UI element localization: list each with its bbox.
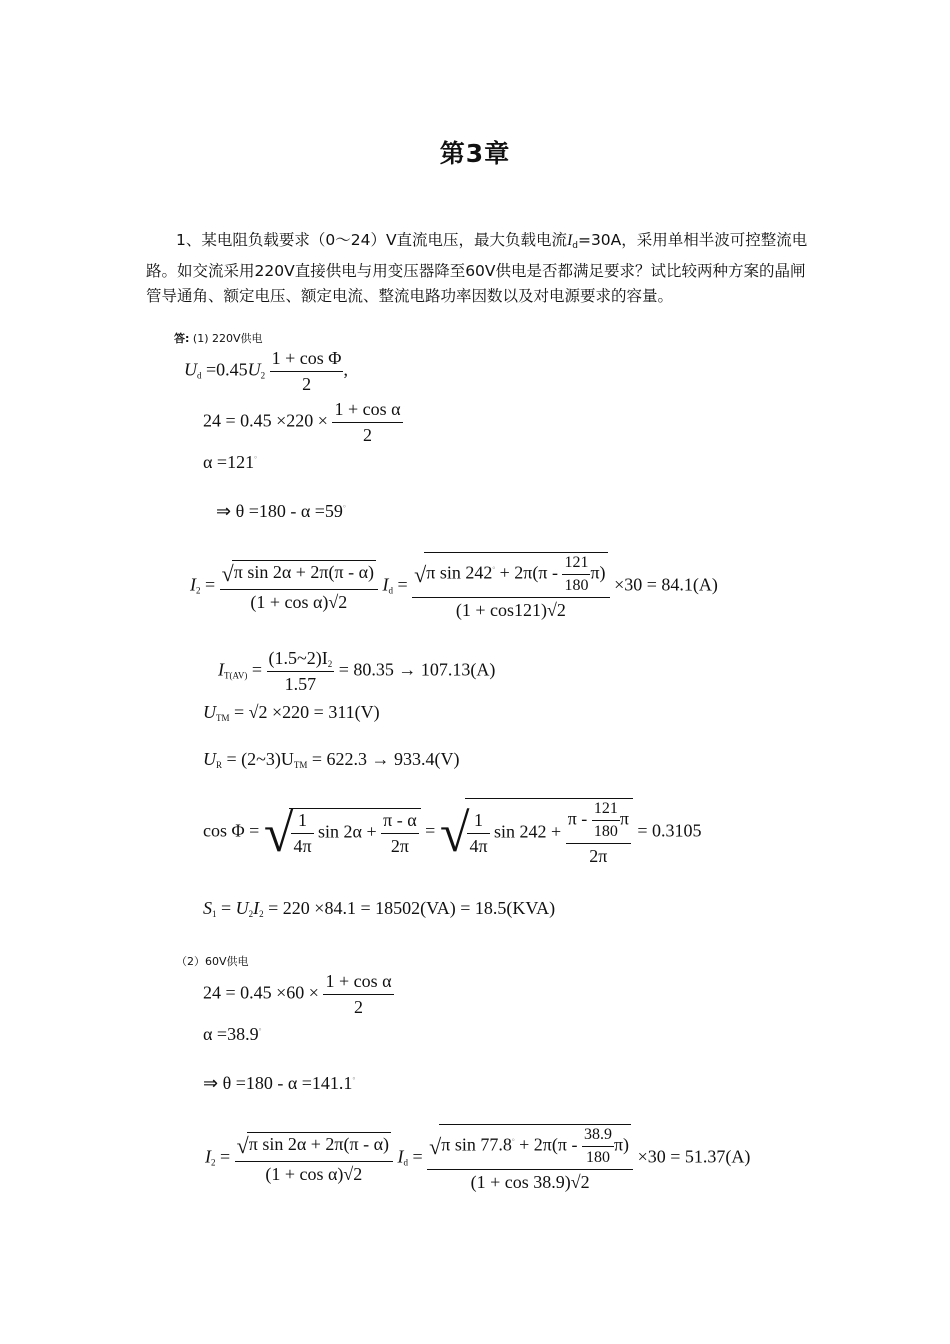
answer-heading-1 bbox=[174, 330, 263, 346]
i2-general-num: π sin 2α + 2π(π - α) bbox=[233, 562, 374, 583]
eq-s1: $S_1 = U_2I_2 = 220 \times 84.1 = 18502(VA) = 18.5(KVA)$ bbox=[203, 898, 556, 919]
it-fraction: $\frac{(1.5\sim 2)I_2}{1.57}$ bbox=[268, 648, 333, 694]
eq-24-60-lhs: 24 = 0.45 ×60 × bbox=[203, 982, 319, 1003]
cos-a-num: 1 bbox=[291, 810, 313, 834]
cos-b-den: 2π bbox=[390, 836, 409, 856]
question-intro: 1、某电阻负载要求（0～24）V直流电压，最大负载电流 bbox=[176, 231, 568, 249]
eq-alpha-2: α =38.9° bbox=[203, 1024, 262, 1044]
cos-result: = 0.3105 bbox=[637, 820, 702, 841]
eq-24-fraction bbox=[332, 399, 402, 446]
cos-a-den: 4π bbox=[293, 836, 312, 856]
current-subscript: d bbox=[572, 241, 578, 251]
cos-lhs: cos Φ = bbox=[203, 820, 260, 841]
eq-24-num: 1 + cos α bbox=[332, 399, 402, 423]
i2-2-num-c: π) bbox=[613, 1134, 630, 1155]
i2-general-den: (1 + cos α)√2 bbox=[250, 591, 348, 612]
i2-numeric-fraction: √π sin 242° + 2π(π - $\frac{121}{180}$ π) (1 + cos121)√2 bbox=[412, 552, 609, 621]
question-text bbox=[146, 228, 810, 309]
eq-ur: $U_R$ = $(2\sim 3)U_{TM} = 622.3 \to 933.4(V)$ bbox=[203, 749, 460, 770]
i2-general-fraction-2: $\frac{\text{√π sin 2α + 2π(π - α)}}{\text{(1 + cos α)√2}}$ bbox=[235, 1132, 393, 1185]
page-title: 第3章 bbox=[439, 139, 511, 168]
current-symbol: I bbox=[567, 232, 573, 249]
i2-2-inner-den: 180 bbox=[585, 1149, 610, 1166]
eq-ud-fraction bbox=[270, 348, 344, 395]
i2-general-num-2: π sin 2α + 2π(π - α) bbox=[248, 1134, 389, 1155]
eq-24-lhs: 24 = 0.45 ×220 × bbox=[203, 410, 328, 431]
cos-a-mid: sin 2α + bbox=[318, 821, 377, 842]
i2-general-fraction: $\frac{\text{√π sin 2α + 2π(π - α)}}{\text{(1 + cos α)√2}}$ bbox=[220, 560, 378, 613]
eq-i2-1: $I_2$ = $\frac{\text{√π sin 2α + 2π(π - α)}}{\text{(1 + cos α)√2}}$ $I_d$ = √π sin 242° + 2π(π - $\frac{121}{180}$ π) (1 + cos121)√2 ×30 = 84.1(A) bbox=[190, 554, 718, 620]
i2-2-inner-num: 38.9 bbox=[582, 1126, 614, 1147]
eq-24-den: 2 bbox=[363, 425, 372, 445]
theta-value-2: ⇒ θ =180 - α =141.1 bbox=[203, 1073, 353, 1093]
part2-heading: （2）60V供电 bbox=[176, 955, 249, 968]
eq-utm: $U_{TM} = √2 \times 220 = 311(V)$ bbox=[203, 702, 380, 723]
i2-num-a: π sin 242 bbox=[426, 562, 493, 583]
i2-numeric-fraction-2: √π sin 77.8° + 2π(π - $\frac{38.9}{180}$ π) (1 + cos 38.9)√2 bbox=[427, 1124, 633, 1193]
eq-theta-2: ⇒ θ =180 - α =141.1° bbox=[203, 1073, 356, 1093]
cos-d-den: 2π bbox=[589, 846, 608, 866]
part1-heading: (1) 220V供电 bbox=[192, 332, 263, 345]
eq-theta-1: ⇒ θ =180 - α =59° bbox=[216, 501, 346, 521]
cos-d-fd: 180 bbox=[593, 823, 618, 840]
eq-24-60 bbox=[203, 971, 394, 1018]
cos-d-top: π - bbox=[567, 808, 588, 829]
eq-ud: $U_d =0.45U_2$ $\frac{\text{1 + cos Φ}}{2}$ , bbox=[184, 348, 348, 394]
utm-value: = √2 ×220 = 311(V) bbox=[234, 702, 380, 722]
it-result: = 80.35 → 107.13(A) bbox=[338, 659, 496, 680]
i2-inner-den: 180 bbox=[564, 577, 589, 594]
i2-result-2: ×30 = 51.37(A) bbox=[637, 1146, 751, 1167]
eq-ud-num: 1 + cos Φ bbox=[270, 348, 344, 372]
eq-alpha-1: α =121° bbox=[203, 452, 257, 472]
question-rest: =30A，采用单相半波可控整流电路。如交流采用220V直接供电与用变压器降至60V供电是否都满足要求？试比较两种方案的晶闸管导通角、额定电压、额定电流、整流电路功率因数以及对电源要求的容量。 bbox=[146, 231, 808, 305]
alpha-value-1: α =121 bbox=[203, 452, 255, 472]
theta-value-1: ⇒ θ =180 - α =59 bbox=[216, 501, 343, 521]
eq-it: $I_{T(AV)}$ = $\frac{(1.5\sim 2)I_2}{1.57}$ = 80.35 → 107.13(A) bbox=[218, 648, 496, 694]
eq-i2-2: $I_2$ = $\frac{\text{√π sin 2α + 2π(π - α)}}{\text{(1 + cos α)√2}}$ $I_d$ = √π sin 77.8° + 2π(π - $\frac{38.9}{180}$ π) (1 + cos 38.9)√2 ×30 = 51.37(A) bbox=[205, 1126, 751, 1192]
eq-ud-den: 2 bbox=[302, 374, 312, 394]
i2-num-b: + 2π(π - bbox=[495, 562, 558, 583]
eq-24-60-fraction bbox=[323, 971, 393, 1018]
eq-24-60-num: 1 + cos α bbox=[323, 971, 393, 995]
eq-ud-lhs: =0.45 bbox=[206, 359, 248, 380]
i2-num-c: π) bbox=[590, 562, 606, 583]
s1-value: = 220 ×84.1 = 18502(VA) = 18.5(KVA) bbox=[268, 898, 556, 918]
ur-expr: = (2~3)U bbox=[226, 749, 294, 769]
i2-numeric-den: (1 + cos121)√2 bbox=[455, 600, 566, 620]
ur-result: = 622.3 → 933.4(V) bbox=[311, 749, 460, 769]
eq-cos-phi: cos Φ = √ $\frac{1}{4\pi}$ sin 2α + $\frac{\pi - \alpha}{2\pi}$ = √ $\frac{1}{4\pi}$ sin 242 + π - $\frac{121}{180}$ π 2π = 0.3105 bbox=[203, 800, 702, 866]
it-den: 1.57 bbox=[284, 674, 317, 694]
cos-b-num: π - α bbox=[381, 810, 419, 834]
it-num: (1.5~2)I bbox=[268, 648, 328, 668]
cos-d-fn: 121 bbox=[592, 800, 620, 821]
i2-2-num-b: + 2π(π - bbox=[514, 1134, 578, 1155]
i2-result-1: ×30 = 84.1(A) bbox=[614, 574, 718, 595]
eq-24-220 bbox=[203, 399, 403, 446]
alpha-value-2: α =38.9 bbox=[203, 1024, 259, 1044]
i2-general-den-2: (1 + cos α)√2 bbox=[265, 1163, 363, 1184]
eq-24-60-den: 2 bbox=[354, 997, 363, 1017]
i2-numeric-den-2: (1 + cos 38.9)√2 bbox=[470, 1172, 590, 1192]
cos-c-mid: sin 242 + bbox=[494, 821, 562, 842]
answer-label: 答: bbox=[174, 332, 190, 345]
i2-inner-num: 121 bbox=[562, 554, 590, 575]
i2-2-num-a: π sin 77.8 bbox=[441, 1134, 512, 1155]
